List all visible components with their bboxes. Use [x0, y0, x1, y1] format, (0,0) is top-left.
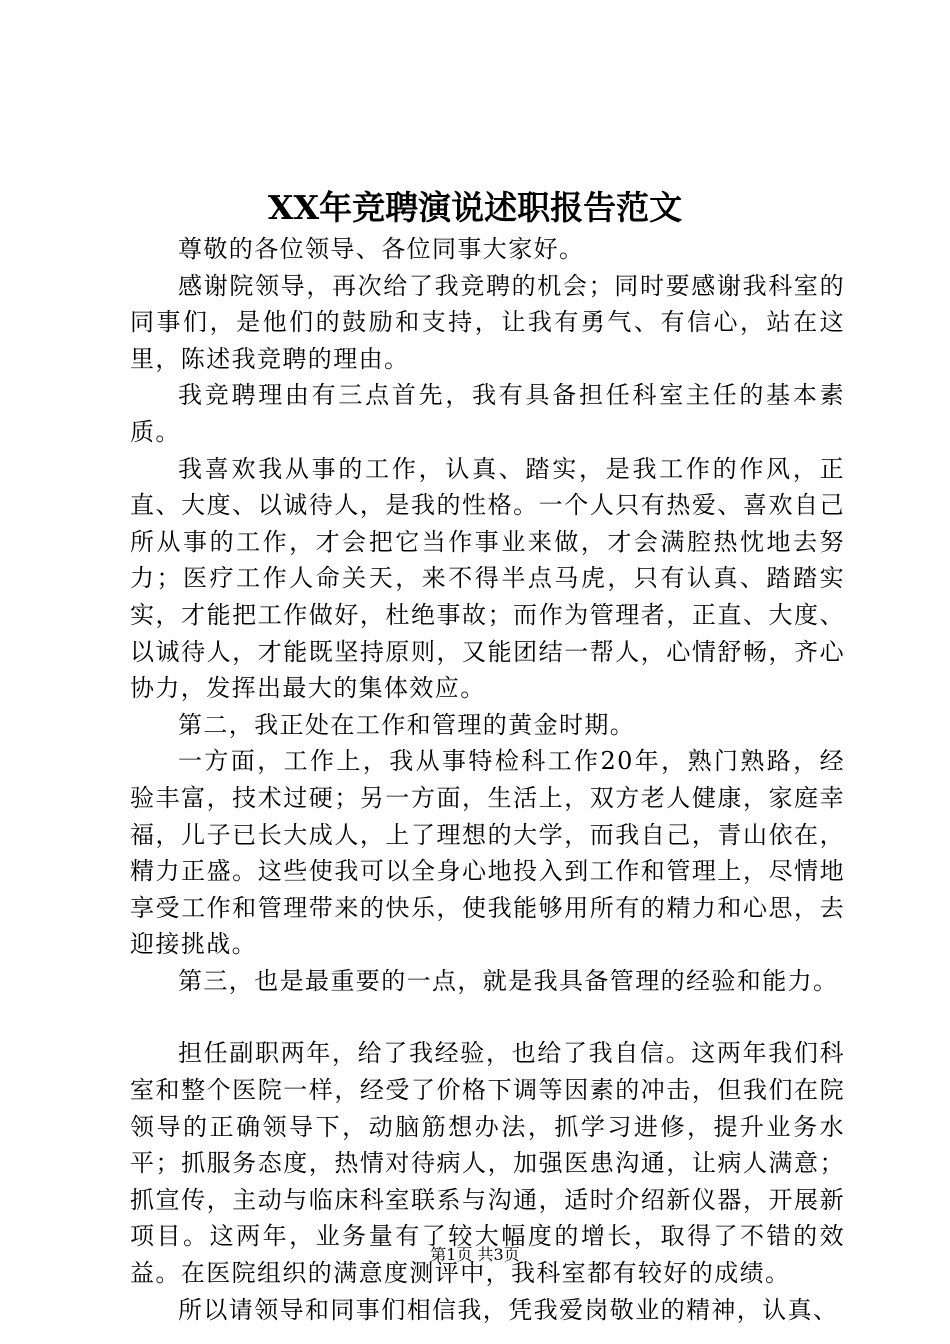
- paragraph-thanks: 感谢院领导，再次给了我竞聘的机会；同时要感谢我科室的同事们，是他们的鼓励和支持，让我有勇气、有信心，站在这里，陈述我竞聘的理由。: [130, 271, 845, 373]
- paragraph-reasons-intro: 我竞聘理由有三点首先，我有具备担任科室主任的基本素质。: [130, 381, 845, 446]
- paragraph-second-point: 第二，我正处在工作和管理的黄金时期。: [178, 710, 636, 739]
- paragraph-work-attitude: 我喜欢我从事的工作，认真、踏实，是我工作的作风，正直、大度、以诚待人，是我的性格。一个人只有热爱、喜欢自己所从事的工作，才会把它当作事业来做，才会满腔热忱地去努力；医疗工作人命关天，来不得半点马虎，只有认真、踏踏实实，才能把工作做好，杜绝事故；而作为管理者，正直、大度、以诚待人，才能既坚持原则，又能团结一帮人，心情舒畅，齐心协力，发挥出最大的集体效应。: [130, 454, 845, 703]
- page-number-footer: 第1页 共3页: [430, 1245, 520, 1264]
- paragraph-third-point: 第三，也是最重要的一点，就是我具备管理的经验和能力。: [178, 966, 839, 995]
- paragraph-experience: 担任副职两年，给了我经验，也给了我自信。这两年我们科室和整个医院一样，经受了价格下调等因素的冲击，但我们在院领导的正确领导下，动脑筋想办法，抓学习进修，提升业务水平；抓服务态度，热情对待病人，加强医患沟通，让病人满意；抓宣传，主动与临床科室联系与沟通，适时介绍新仪器，开展新项目。这两年，业务量有了较大幅度的增长，取得了不错的效益。在医院组织的满意度测评中，我科室都有较好的成绩。: [130, 1039, 845, 1288]
- document-title: XX年竞聘演说述职报告范文: [267, 188, 683, 227]
- paragraph-work-life: 一方面，工作上，我从事特检科工作20年，熟门熟路，经验丰富，技术过硬；另一方面，生活上，双方老人健康，家庭幸福，儿子已长大成人，上了理想的大学，而我自己，青山依在，精力正盛。这些使我可以全身心地投入到工作和管理上，尽情地享受工作和管理带来的快乐，使我能够用所有的精力和心思，去迎接挑战。: [130, 747, 845, 959]
- paragraph-greeting: 尊敬的各位领导、各位同事大家好。: [178, 235, 585, 263]
- paragraph-closing: 所以请领导和同事们相信我，凭我爱岗敬业的精神，认真、: [178, 1295, 839, 1324]
- document-body: [130, 231, 845, 1328]
